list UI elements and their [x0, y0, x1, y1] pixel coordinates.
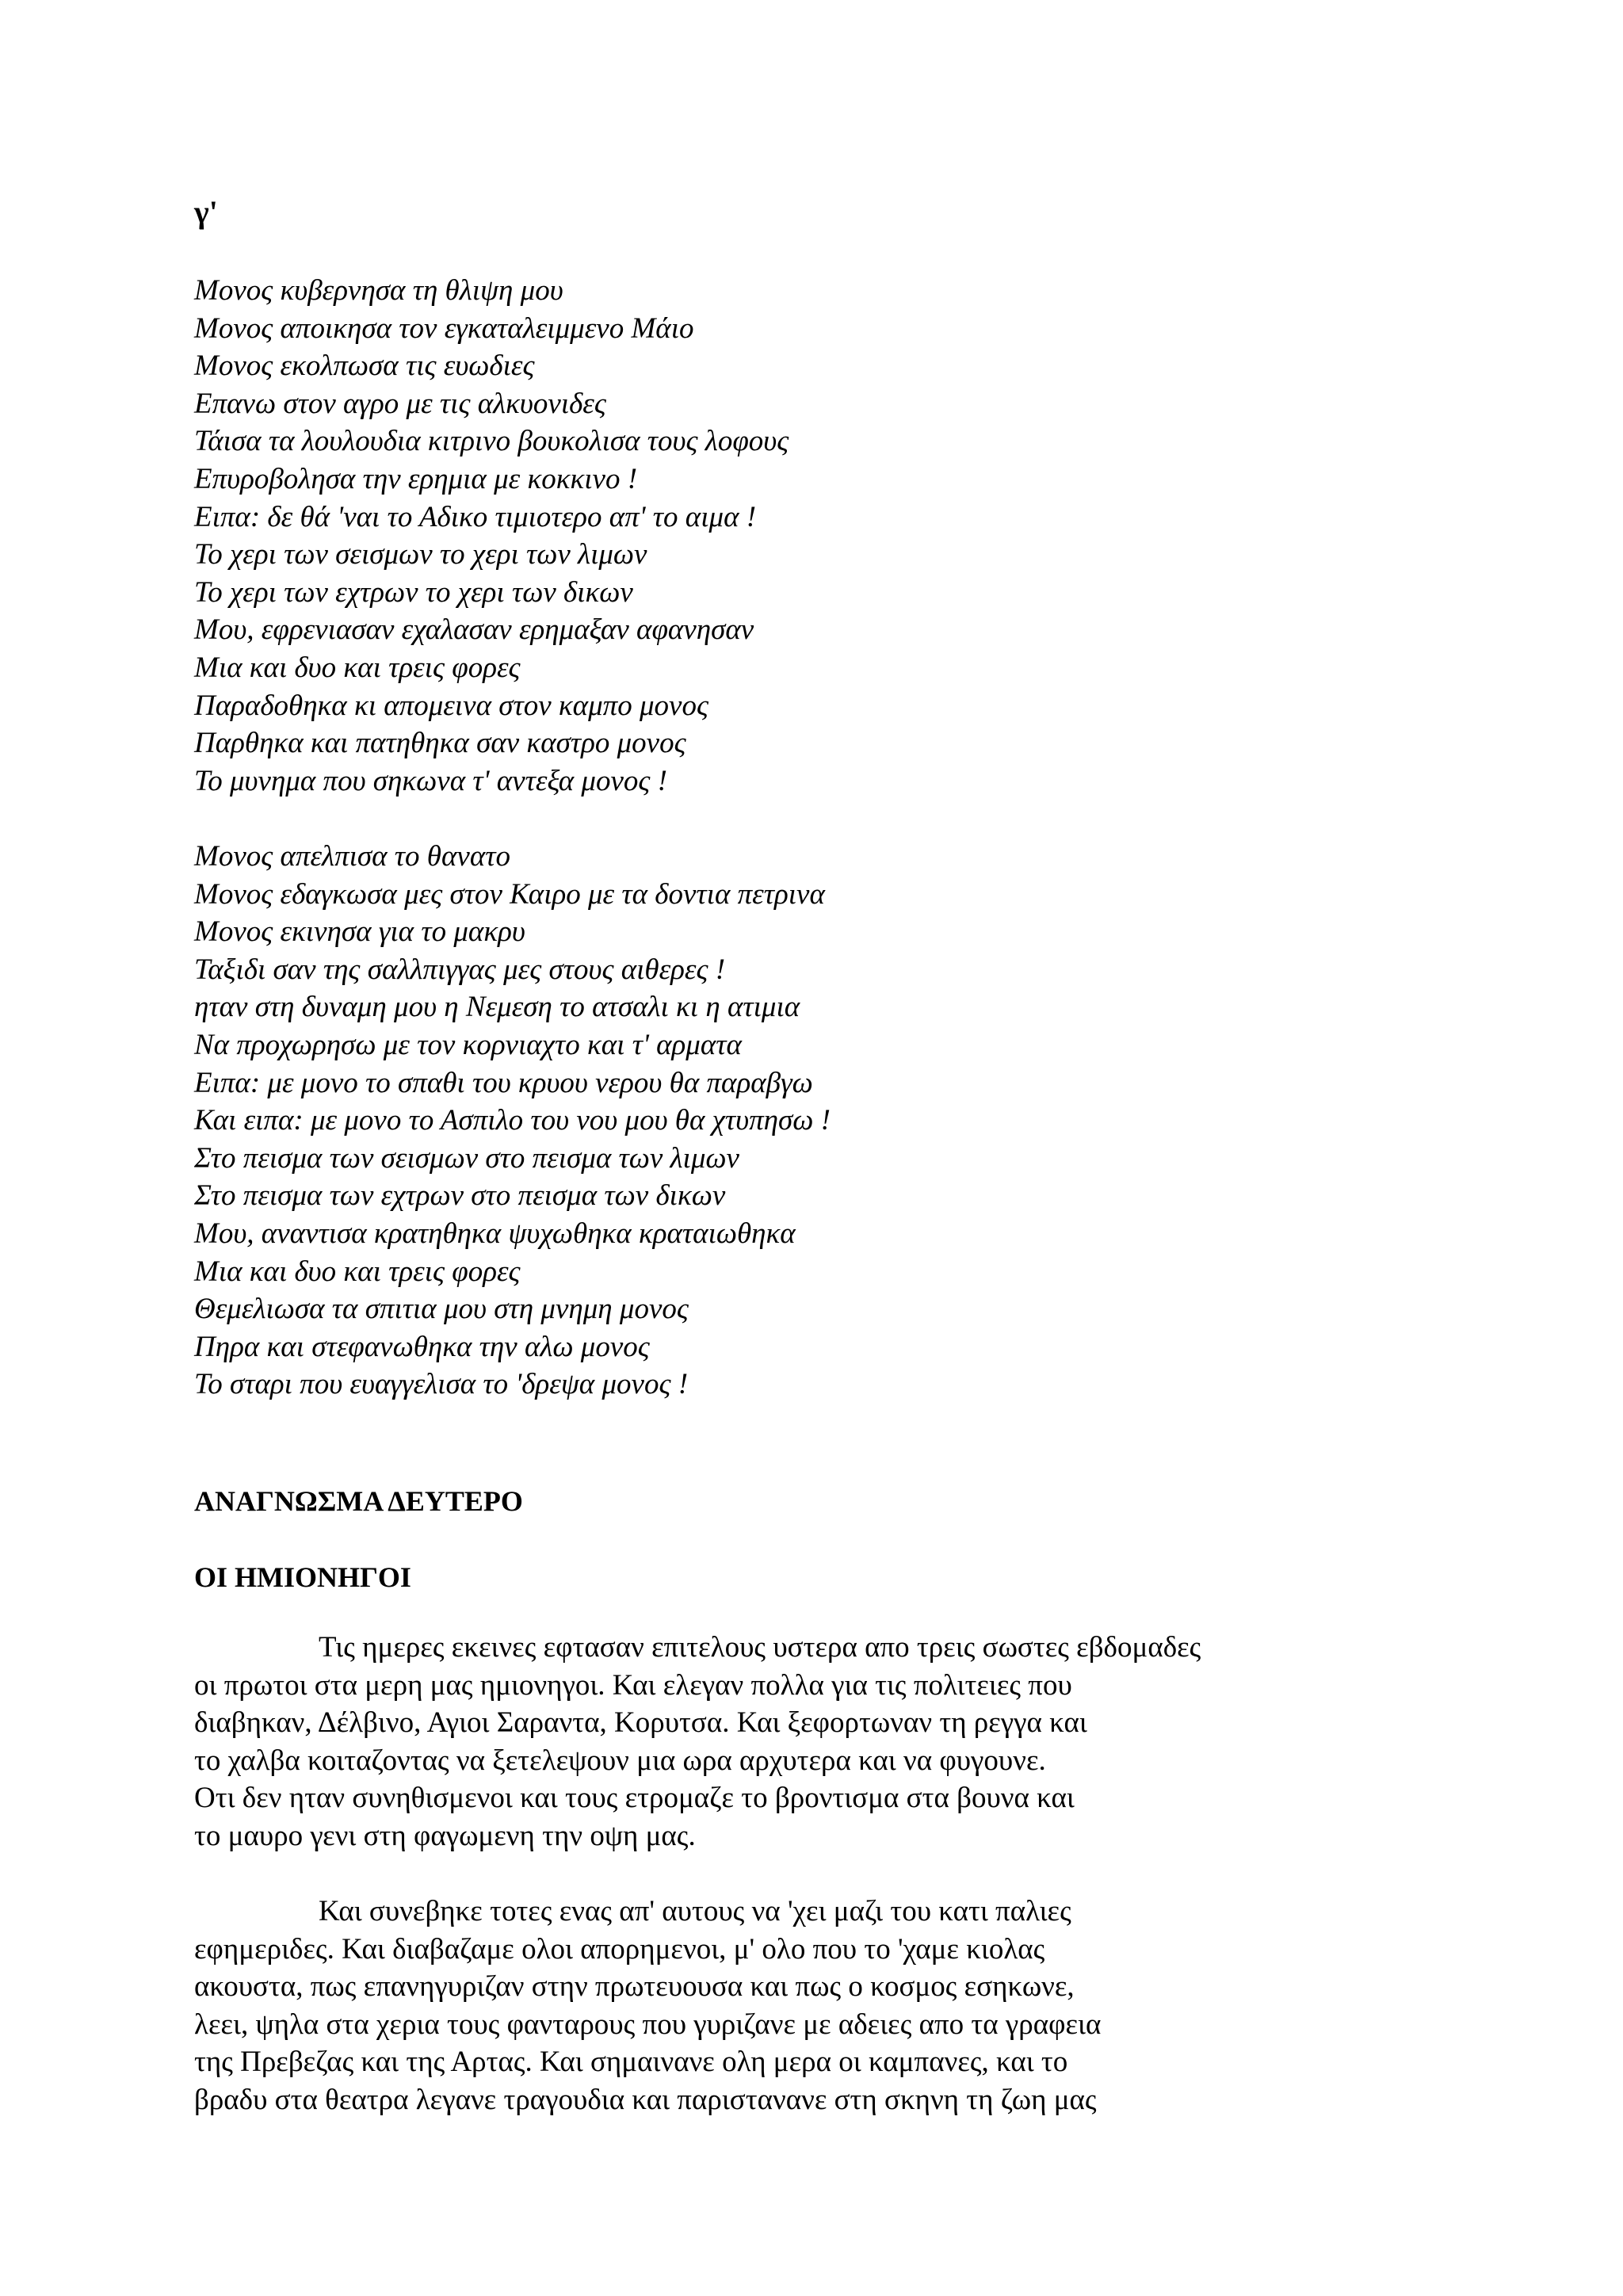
poem-line: Μου, εφρενιασαν εχαλασαν ερημαξαν αφανησαν: [194, 613, 754, 647]
poem-line: Επανω στον αγρο με τις αλκυονιδες: [194, 387, 606, 420]
poem-line: Και ειπα: με μονο το Ασπιλο του νου μου θα χτυπησω !: [194, 1104, 831, 1137]
poem-line: Ειπα: με μονο το σπαθι του κρυου νερου θα παραβγω: [194, 1066, 813, 1099]
poem-line: Παραδοθηκα κι απομεινα στον καμπο μονος: [194, 689, 708, 722]
section-mark: γ': [194, 194, 218, 230]
prose-line: το μαυρο γενι στη φαγωμενη την οψη μας.: [194, 1819, 696, 1852]
poem-line: Επυροβολησα την ερημια με κοκκινο !: [194, 462, 638, 495]
prose-line: λεει, ψηλα στα χερια τους φανταρους που γυριζανε με αδειες απο τα γραφεια: [194, 2008, 1102, 2041]
poem-line: Τάισα τα λουλουδια κιτρινο βουκολισα τους λοφους: [194, 425, 789, 458]
prose-line: το χαλβα κοιταζοντας να ξετελεψουν μια ωρα αρχυτερα και να φυγουνε.: [194, 1744, 1046, 1777]
prose-line: Τις ημερες εκεινες εφτασαν επιτελους υστερα απο τρεις σωστες εβδομαδες: [319, 1631, 1201, 1664]
reading-heading: ΑΝΑΓΝΩΣΜΑ ΔΕΥΤΕΡΟ: [194, 1485, 523, 1517]
poem-line: Παρθηκα και πατηθηκα σαν καστρο μονος: [194, 727, 686, 760]
poem-line: Στο πεισμα των σεισμων στο πεισμα των λιμων: [194, 1141, 739, 1175]
prose-paragraph-1: [194, 1629, 1462, 1855]
poem-line: Στο πεισμα των εχτρων στο πεισμα των δικων: [194, 1179, 726, 1213]
prose-line: ακουστα, πως επανηγυριζαν στην πρωτευουσα και πως ο κοσμος εσηκωνε,: [194, 1970, 1075, 2004]
poem-line: Μονος εκινησα για το μακρυ: [194, 915, 525, 949]
poem-line: Μια και δυο και τρεις φορες: [194, 651, 521, 684]
poem-line: Ταξιδι σαν της σαλλπιγγας μες στους αιθερες !: [194, 953, 726, 986]
prose-line: οι πρωτοι στα μερη μας ημιονηγοι. Και ελεγαν πολλα για τις πολιτειες που: [194, 1668, 1072, 1702]
poem-line: Μονος εδαγκωσα μες στον Καιρο με τα δοντια πετρινα: [194, 877, 825, 911]
poem-line: Μονος κυβερνησα τη θλιψη μου: [194, 274, 563, 307]
poem-line: Μονος απελπισα το θανατο: [194, 840, 510, 873]
poem-line: Να προχωρησω με τον κορνιαχτο και τ' αρματα: [194, 1028, 742, 1061]
prose-line: διαβηκαν, Δέλβινο, Αγιοι Σαραντα, Κορυτσα. Και ξεφορτωναν τη ρεγγα και: [194, 1706, 1087, 1740]
poem-line: Μια και δυο και τρεις φορες: [194, 1255, 521, 1288]
poem-stanza-1: [194, 272, 1462, 800]
poem-line: Πηρα και στεφανωθηκα την αλω μονος: [194, 1330, 650, 1363]
reading-title: ΟΙ ΗΜΙΟΝΗΓΟΙ: [194, 1561, 411, 1593]
prose-line: Και συνεβηκε τοτες ενας απ' αυτους να 'χει μαζι του κατι παλιες: [319, 1895, 1071, 1927]
prose-line: εφημεριδες. Και διαβαζαμε ολοι απορημενοι, μ' ολο που το 'χαμε κιολας: [194, 1932, 1045, 1966]
poem-line: ηταν στη δυναμη μου η Νεμεση το ατσαλι κι η ατιμια: [194, 991, 800, 1024]
poem-line: Μονος εκολπωσα τις ευωδιες: [194, 350, 535, 383]
prose-paragraph-2: [194, 1893, 1462, 2119]
poem-line: Το χερι των εχτρων το χερι των δικων: [194, 575, 633, 609]
prose-line: βραδυ στα θεατρα λεγανε τραγουδια και παριστανανε στη σκηνη τη ζωη μας: [194, 2083, 1097, 2116]
poem-line: Το μυνημα που σηκωνα τ' αντεξα μονος !: [194, 764, 668, 797]
poem-line: Θεμελιωσα τα σπιτια μου στη μνημη μονος: [194, 1293, 689, 1326]
prose-line: Οτι δεν ηταν συνηθισμενοι και τους ετρομαζε το βροντισμα στα βουνα και: [194, 1782, 1075, 1815]
poem-line: Ειπα: δε θά 'ναι το Αδικο τιμιοτερο απ' το αιμα !: [194, 500, 757, 533]
poem-line: Μονος αποικησα τον εγκαταλειμμενο Μάιο: [194, 311, 694, 345]
poem-line: Το χερι των σεισμων το χερι των λιμων: [194, 538, 647, 571]
poem-line: Το σταρι που ευαγγελισα το 'δρεψα μονος !: [194, 1368, 689, 1401]
poem-line: Μου, αναντισα κρατηθηκα ψυχωθηκα κραταιωθηκα: [194, 1217, 796, 1250]
poem-stanza-2: [194, 838, 1462, 1404]
prose-line: της Πρεβεζας και της Αρτας. Και σημαινανε ολη μερα οι καμπανες, και το: [194, 2046, 1068, 2079]
